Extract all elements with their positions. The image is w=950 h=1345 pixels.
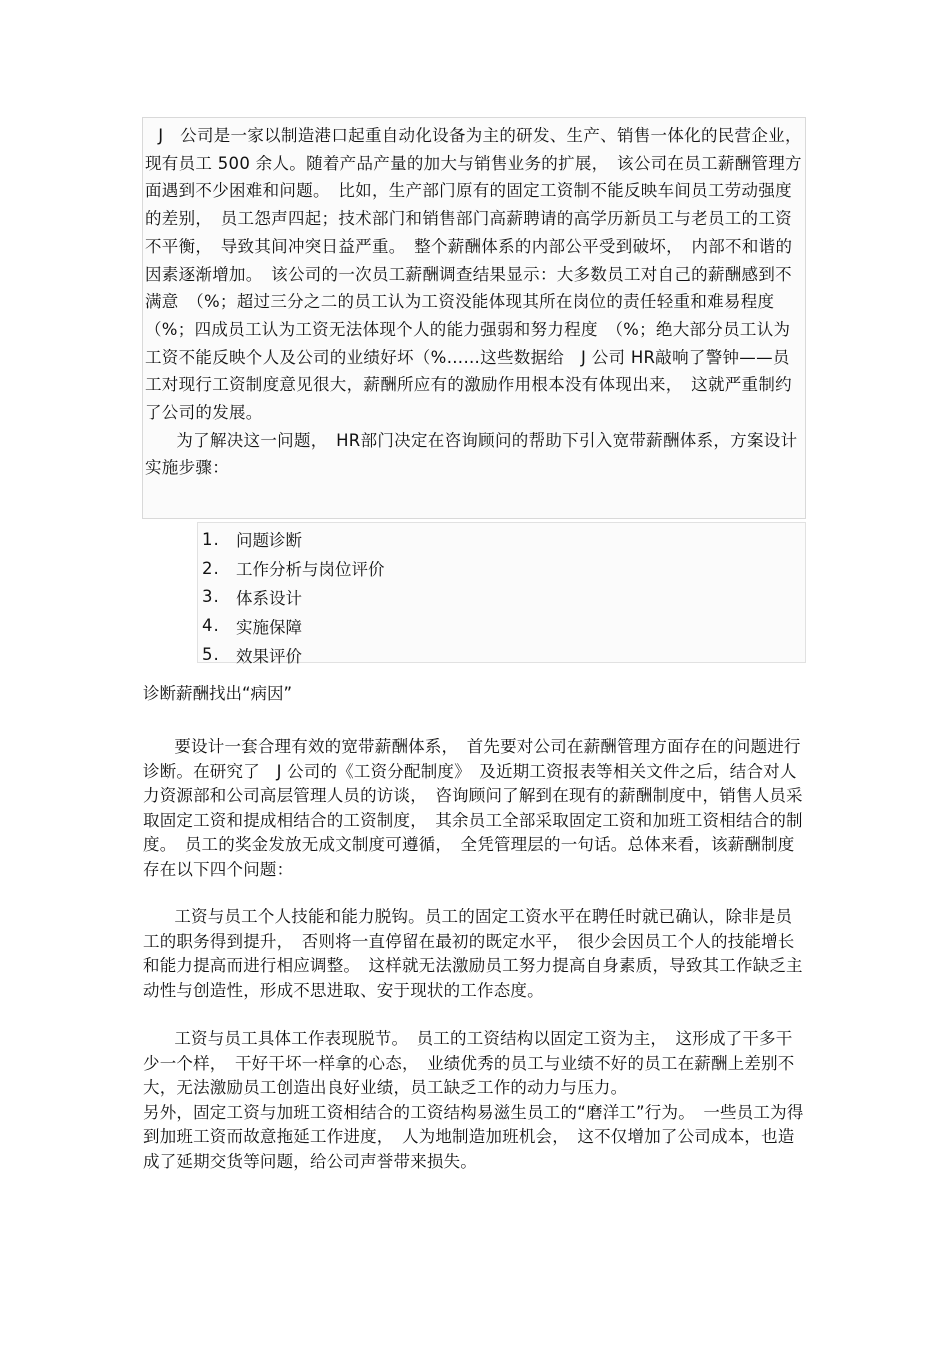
list-item [202, 525, 805, 554]
step-number: 5. [202, 645, 220, 665]
diagnosis-paragraph: 要设计一套合理有效的宽带薪酬体系， 首先要对公司在薪酬管理方面存在的问题进行诊断。在研究了 J 公司的《工资分配制度》 及近期工资报表等相关文件之后，结合对人力资源部和公司高层管理人员的访谈， 咨询顾问了解到在现有的薪酬制度中，销售人员采取固定工资和提成相结合的工资制度， 其余员工全部采取固定工资和加班工资相结合的制度。 员工的奖金发放无成文制度可遵循， 全凭管理层的一句话。总体来看，该薪酬制度存在以下四个问题： [143, 737, 803, 879]
intro-box [142, 117, 806, 519]
step-number: 3. [202, 587, 220, 607]
intro-paragraph: J 公司是一家以制造港口起重自动化设备为主的研发、生产、销售一体化的民营企业，现有员工 500 余人。随着产品产量的加大与销售业务的扩展， 该公司在员工薪酬管理方面遇到不少困难和问题。 比如，生产部门原有的固定工资制不能反映车间员工劳动强度的差别， 员工怨声四起；技术部门和销售部门高薪聘请的高学历新员工与老员工的工资不平衡， 导致其间冲突日益严重。 整个薪酬体系的内部公平受到破坏， 内部不和谐的因素逐渐增加。 该公司的一次员工薪酬调查结果显示：大多数员工对自己的薪酬感到不满意 （%；超过三分之二的员工认为工资没能体现其所在岗位的责任轻重和难易程度 （%；四成员工认为工资无法体现个人的能力强弱和努力程度 （%；绝大部分员工认为工资不能反映个人及公司的业绩好坏（%……这些数据给 J 公司 HR敲响了警钟——员工对现行工资制度意见很大，薪酬所应有的激励作用根本没有体现出来， 这就严重制约了公司的发展。 [145, 126, 802, 423]
performance-issue-paragraph: 工资与员工具体工作表现脱节。 员工的工资结构以固定工资为主， 这形成了干多干少一个样， 干好干坏一样拿的心态， 业绩优秀的员工与业绩不好的员工在薪酬上差别不大，无法激励员工创造出良好业绩，员工缺乏工作的动力与压力。 [143, 1029, 795, 1097]
overtime-issue-paragraph: 另外，固定工资与加班工资相结合的工资结构易滋生员工的“磨洋工”行为。 一些员工为得到加班工资而故意拖延工作进度， 人为地制造加班机会， 这不仅增加了公司成本，也造成了延期交货等问题，给公司声誉带来损失。 [143, 1102, 804, 1171]
list-item [202, 554, 805, 583]
step-label: 问题诊断 [236, 531, 302, 551]
section-title: 诊断薪酬找出“病因” [143, 684, 293, 703]
implementation-steps-list [197, 522, 806, 666]
step-label: 体系设计 [236, 588, 302, 608]
list-item [202, 611, 805, 640]
step-label: 实施保障 [236, 617, 302, 637]
step-number: 2. [202, 558, 220, 578]
list-item [202, 640, 805, 669]
intro-plan-paragraph: 为了解决这一问题， HR部门决定在咨询顾问的帮助下引入宽带薪酬体系，方案设计实施步骤： [145, 430, 798, 478]
skill-issue-paragraph: 工资与员工个人技能和能力脱钩。员工的固定工资水平在聘任时就已确认，除非是员工的职务得到提升， 否则将一直停留在最初的既定水平， 很少会因员工个人的技能增长和能力提高而进行相应调整。 这样就无法激励员工努力提高自身素质，导致其工作缺乏主动性与创造性，形成不思进取、安于现状的工作态度。 [143, 907, 803, 1000]
step-label: 效果评价 [236, 646, 302, 666]
step-label: 工作分析与岗位评价 [236, 560, 385, 580]
performance-issue-block [143, 1027, 807, 1174]
step-number: 1. [202, 529, 220, 549]
list-item [202, 583, 805, 612]
step-number: 4. [202, 616, 220, 636]
